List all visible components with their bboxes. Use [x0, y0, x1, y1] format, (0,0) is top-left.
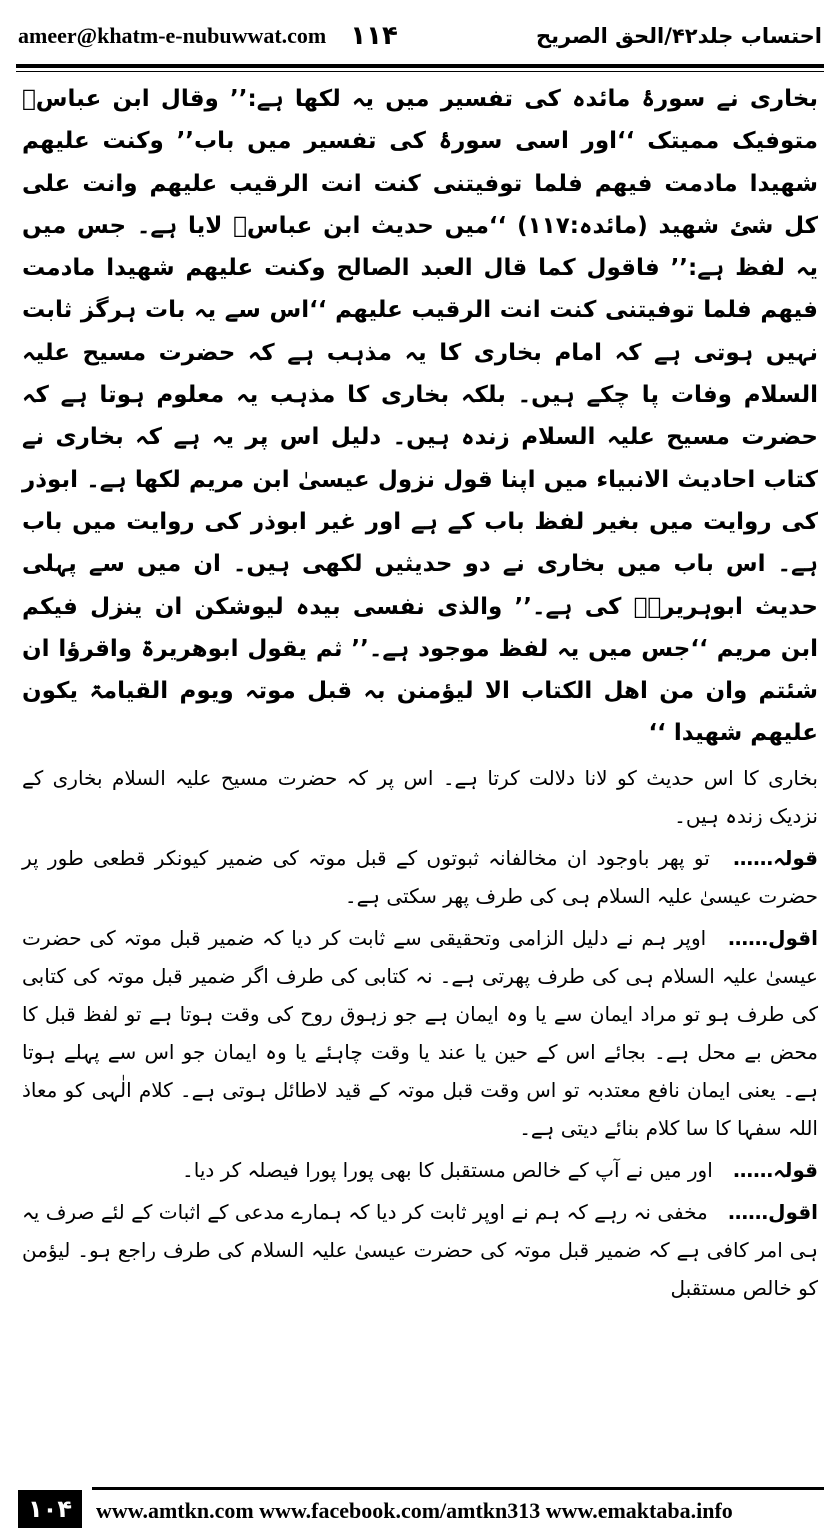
qawluhu-block-2 — [22, 1151, 818, 1189]
header-left-group — [18, 21, 398, 51]
qawluhu-text-2: اور میں نے آپ کے خالص مستقبل کا بھی پورا پورا فیصلہ کر دیا۔ — [182, 1157, 713, 1182]
qawluhu-label-1: قولہ…… — [733, 845, 819, 870]
footer-links[interactable]: www.amtkn.com www.facebook.com/amtkn313 www.emaktaba.info — [96, 1498, 733, 1523]
page-header — [18, 10, 822, 62]
footer-page-number: ۱۰۴ — [18, 1490, 82, 1528]
aqulu-label-2: اقول…… — [728, 1199, 819, 1224]
aqulu-block-1 — [22, 919, 818, 1147]
aqulu-text-1: اوپر ہم نے دلیل الزامی وتحقیقی سے ثابت کر دیا کہ ضمیر قبل موتہ کی حضرت عیسیٰ علیہ السلام ہی کی طرف پھرتی ہے۔ نہ کتابی کی طرف اگر ضمیر قبل موتہ کی کتابی کی طرف ہو تو مراد ایمان سے یا وہ ایمان ہے جو زہوق روح کی وقت ہوتا ہے تو لفظ قبل کا محض بے محل ہے۔ بجائے اس کے حین یا عند یا وقت چاہئے یا وہ ایمان جو اس سے پہلے ہوتا ہے۔ یعنی ایمان نافع معتدبہ تو اس وقت قبل موتہ کے قید لاطائل ہوتی ہے۔ کلام الٰہی کو معاذ اللہ سفہا کا سا کلام بنائے دیتی ہے۔ — [22, 925, 818, 1140]
qawluhu-text-1: تو پھر باوجود ان مخالفانہ ثبوتوں کے قبل موتہ کی ضمیر کیونکر قطعی طور پر حضرت عیسیٰ علیہ السلام ہی کی طرف پھر سکتی ہے۔ — [22, 845, 818, 908]
header-rule-thick — [16, 64, 824, 68]
header-email[interactable]: ameer@khatm-e-nubuwwat.com — [18, 23, 327, 48]
aqulu-text-2: مخفی نہ رہے کہ ہم نے اوپر ثابت کر دیا کہ ہمارے مدعی کے اثبات کے لئے صرف یہ ہی امر کافی ہے کہ ضمیر قبل موتہ کی حضرت عیسیٰ علیہ السلام کی طرف راجع ہو۔ لیؤمن کو خالص مستقبل — [22, 1199, 818, 1300]
paragraph-conclusion: بخاری کا اس حدیث کو لانا دلالت کرتا ہے۔ اس پر کہ حضرت مسیح علیہ السلام بخاری کے نزدیک زندہ ہیں۔ — [22, 765, 818, 828]
qawluhu-label-2: قولہ…… — [733, 1157, 818, 1182]
main-text — [22, 78, 818, 1307]
footer-rule — [92, 1487, 824, 1490]
aqulu-label-1: اقول…… — [728, 925, 818, 950]
header-page-number: ۱۱۴ — [350, 21, 398, 51]
header-rule-thin — [16, 71, 824, 72]
qawluhu-block-1 — [22, 839, 818, 915]
header-book-title: احتساب جلد۴۲/الحق الصریح — [535, 24, 822, 48]
paragraph-bukhari-quote: بخاری نے سورۂ مائدہ کی تفسیر میں یہ لکھا ہے:’’ وقال ابن عباسؓ متوفیک ممیتک ‘‘اور اسی سورۂ کی تفسیر میں باب’’ وکنت علیھم شھیدا مادمت فیھم فلما توفیتنی کنت انت الرقیب علیھم وانت علی کل شئ شھید (مائدہ:۱۱۷) ‘‘میں حدیث ابن عباسؓ لایا ہے۔ جس میں یہ لفظ ہے:’’ فاقول کما قال العبد الصالح وکنت علیھم شھیدا مادمت فیھم فلما توفیتنی کنت انت الرقیب علیھم ‘‘اس سے یہ بات ہرگز ثابت نہیں ہوتی ہے کہ امام بخاری کا یہ مذہب ہے کہ حضرت مسیح علیہ السلام وفات پا چکے ہیں۔ بلکہ بخاری کا مذہب یہ معلوم ہوتا ہے کہ حضرت مسیح علیہ السلام زندہ ہیں۔ دلیل اس پر یہ ہے کہ بخاری نے کتاب احادیث الانبیاء میں اپنا قول نزول عیسیٰ ابن مریم لکھا ہے۔ ابوذر کی روایت میں بغیر لفظ باب کے ہے اور غیر ابوذر کی روایت میں باب ہے۔ اس باب میں بخاری نے دو حدیثیں لکھی ہیں۔ ان میں سے پہلی حدیث ابوہریرہؓ کی ہے۔’’ والذی نفسی بیدہ لیوشکن ان ینزل فیکم ابن مریم ‘‘جس میں یہ لفظ موجود ہے۔’’ ثم یقول ابوھریرۃ واقرؤا ان شئتم وان من اھل الکتاب الا لیؤمنن بہ قبل موتہ ویوم القیامۃ یکون علیھم شھیدا ‘‘ — [22, 86, 818, 747]
aqulu-block-2 — [22, 1193, 818, 1307]
